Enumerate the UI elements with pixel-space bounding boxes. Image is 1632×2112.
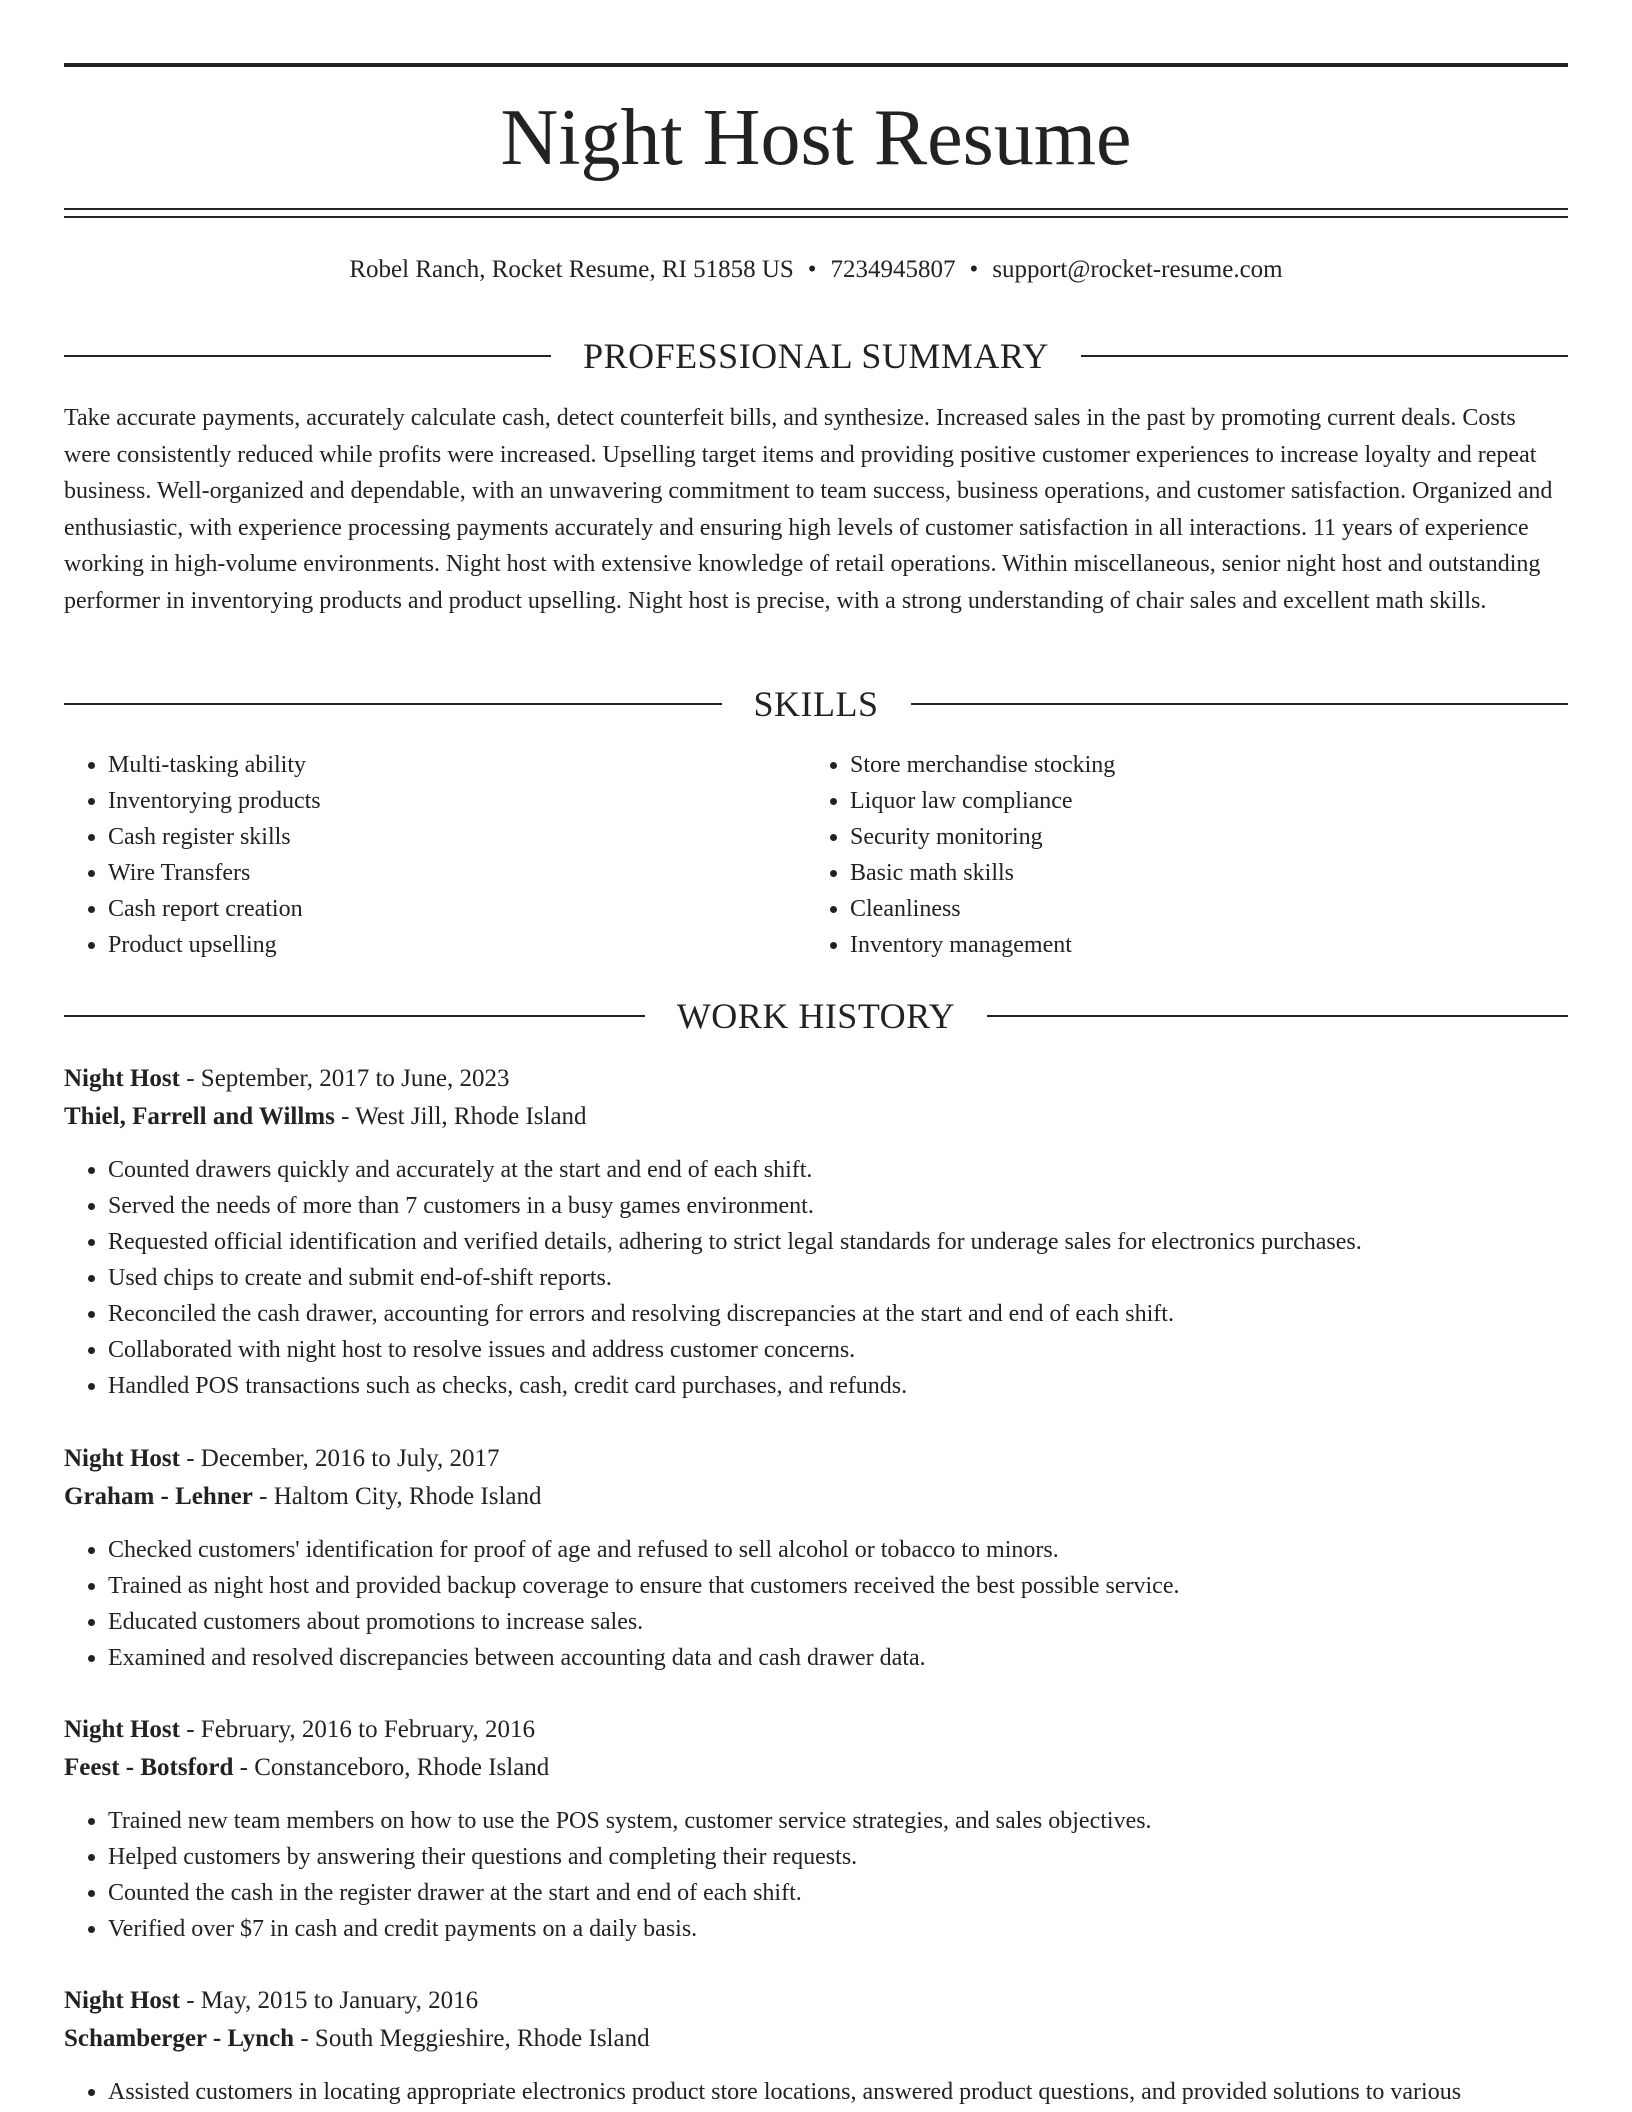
page-title: Night Host Resume (500, 94, 1132, 182)
job-bullet: • Trained as night host and provided backup coverage to ensure that customers received the best possible service. (108, 1568, 1568, 1604)
job-dates: - September, 2017 to June, 2023 (179, 1065, 510, 1092)
job-bullet: • Helped customers by answering their questions and completing their requests. (108, 1839, 1568, 1875)
skill-item: • Basic math skills (850, 855, 1546, 891)
job-company-line (64, 1478, 1568, 1516)
job-title-line (64, 1060, 1568, 1098)
job-bullet: • Verified over $7 in cash and credit payments on a daily basis. (108, 1911, 1568, 1947)
job-entry (64, 1440, 1568, 1676)
job-role: Night Host (64, 1065, 180, 1092)
skill-item: • Cleanliness (850, 891, 1546, 927)
job-bullets (64, 2074, 1568, 2110)
header-rule-lower (64, 216, 1568, 218)
job-company: Graham - Lehner (64, 1483, 253, 1510)
job-entry (64, 1982, 1568, 2110)
heading-rule-right (911, 703, 1569, 705)
job-company-line (64, 2020, 1568, 2058)
skill-item: • Product upselling (108, 927, 804, 963)
contact-line (64, 252, 1568, 288)
section-heading-label: PROFESSIONAL SUMMARY (583, 336, 1049, 376)
contact-address: Robel Ranch, Rocket Resume, RI 51858 US (349, 256, 794, 283)
skills-list (806, 747, 1546, 963)
heading-rule-left (64, 703, 722, 705)
job-bullet: • Served the needs of more than 7 customers in a busy games environment. (108, 1188, 1568, 1224)
job-bullet: • Counted the cash in the register drawer at the start and end of each shift. (108, 1875, 1568, 1911)
header-rule-upper (64, 208, 1568, 210)
job-title-line (64, 1982, 1568, 2020)
heading-rule-left (64, 355, 551, 357)
job-bullets (64, 1152, 1568, 1404)
section-heading-label: WORK HISTORY (676, 996, 956, 1036)
job-entry (64, 1060, 1568, 1404)
skill-item: • Multi-tasking ability (108, 747, 804, 783)
heading-rule-right (1081, 355, 1568, 357)
skill-item: • Inventory management (850, 927, 1546, 963)
job-bullet: • Reconciled the cash drawer, accounting for errors and resolving discrepancies at the start and end of each shift. (108, 1296, 1568, 1332)
skill-item: • Wire Transfers (108, 855, 804, 891)
job-role: Night Host (64, 1987, 180, 2014)
skill-item: • Cash report creation (108, 891, 804, 927)
job-bullets (64, 1532, 1568, 1676)
job-bullet: • Checked customers' identification for proof of age and refused to sell alcohol or tobacco to minors. (108, 1532, 1568, 1568)
job-dates: - May, 2015 to January, 2016 (179, 1987, 479, 2014)
job-title-line (64, 1440, 1568, 1478)
job-bullet: • Trained new team members on how to use the POS system, customer service strategies, and sales objectives. (108, 1803, 1568, 1839)
job-bullet: • Counted drawers quickly and accurately at the start and end of each shift. (108, 1152, 1568, 1188)
job-company: Thiel, Farrell and Willms (64, 1103, 335, 1130)
job-bullet: • Examined and resolved discrepancies between accounting data and cash drawer data. (108, 1640, 1568, 1676)
job-dates: - December, 2016 to July, 2017 (179, 1445, 500, 1472)
job-location: - West Jill, Rhode Island (334, 1103, 587, 1130)
job-company: Feest - Botsford (64, 1754, 234, 1781)
job-company-line (64, 1749, 1568, 1787)
header-top-rule (64, 63, 1568, 67)
section-heading-summary (64, 336, 1568, 376)
job-company-line (64, 1098, 1568, 1136)
skills-list (64, 747, 804, 963)
skills-column-right (806, 747, 1546, 963)
job-title-line (64, 1711, 1568, 1749)
job-bullet: • Used chips to create and submit end-of-shift reports. (108, 1260, 1568, 1296)
contact-separator: • (807, 256, 817, 283)
contact-separator: • (969, 256, 979, 283)
job-role: Night Host (64, 1716, 180, 1743)
job-location: - Haltom City, Rhode Island (252, 1483, 542, 1510)
job-entry (64, 1711, 1568, 1947)
section-heading-work (64, 996, 1568, 1036)
job-bullet: • Educated customers about promotions to increase sales. (108, 1604, 1568, 1640)
skills-column-left (64, 747, 804, 963)
job-bullet: • Collaborated with night host to resolve issues and address customer concerns. (108, 1332, 1568, 1368)
contact-email: support@rocket-resume.com (992, 256, 1283, 283)
section-heading-skills (64, 684, 1568, 724)
contact-phone: 7234945807 (830, 256, 956, 283)
job-bullets (64, 1803, 1568, 1947)
summary-text: Take accurate payments, accurately calculate cash, detect counterfeit bills, and synthesize. Increased sales in the past by promoting current deals. Costs were consistently reduced while profits were increased. Upselling target items and providing positive customer experiences to increase loyalty and repeat business. Well-organized and dependable, with an unwavering commitment to team success, business operations, and customer satisfaction. Organized and enthusiastic, with experience processing payments accurately and ensuring high levels of customer satisfaction in all interactions. 11 years of experience working in high-volume environments. Night host with extensive knowledge of retail operations. Within miscellaneous, senior night host and outstanding performer in inventorying products and product upselling. Night host is precise, with a strong understanding of chair sales and excellent math skills. (64, 405, 1553, 614)
skill-item: • Inventorying products (108, 783, 804, 819)
section-heading-label: SKILLS (753, 684, 879, 724)
job-role: Night Host (64, 1445, 180, 1472)
job-location: - Constanceboro, Rhode Island (233, 1754, 550, 1781)
heading-rule-right (987, 1015, 1568, 1017)
job-dates: - February, 2016 to February, 2016 (179, 1716, 536, 1743)
heading-rule-left (64, 1015, 645, 1017)
job-bullet: • Handled POS transactions such as checks, cash, credit card purchases, and refunds. (108, 1368, 1568, 1404)
skill-item: • Store merchandise stocking (850, 747, 1546, 783)
skill-item: • Cash register skills (108, 819, 804, 855)
job-bullet: • Requested official identification and verified details, adhering to strict legal standards for underage sales for electronics purchases. (108, 1224, 1568, 1260)
job-bullet: • Assisted customers in locating appropriate electronics product store locations, answered product questions, and provided solutions to various (108, 2074, 1568, 2110)
skill-item: • Security monitoring (850, 819, 1546, 855)
job-location: - South Meggieshire, Rhode Island (294, 2025, 650, 2052)
skill-item: • Liquor law compliance (850, 783, 1546, 819)
job-company: Schamberger - Lynch (64, 2025, 295, 2052)
